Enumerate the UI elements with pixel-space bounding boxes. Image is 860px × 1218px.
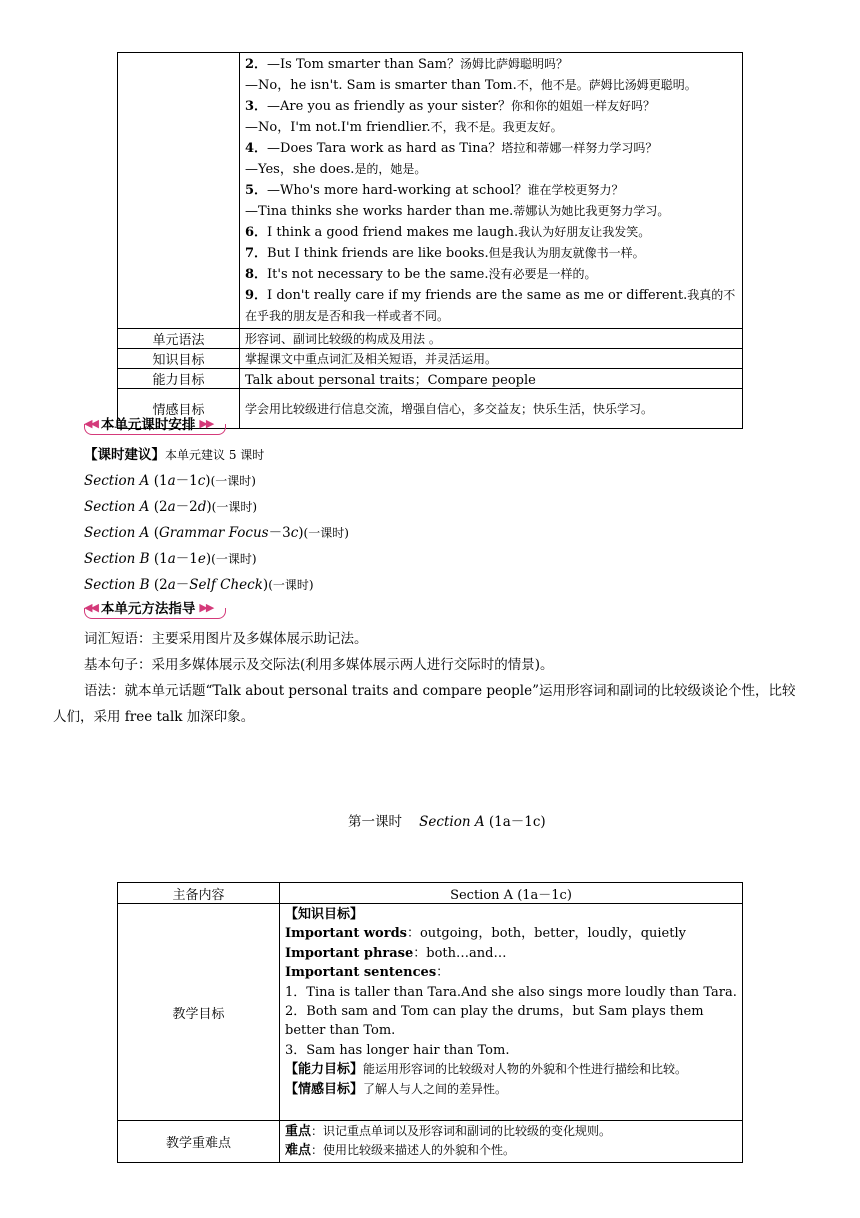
sentences-colon: ： bbox=[436, 965, 450, 981]
ability-text: 能运用形容词的比较级对人物的外貌和个性进行描绘和比较。 bbox=[363, 1062, 688, 1077]
sentence-english: —Tina thinks she works harder than me. bbox=[245, 204, 514, 219]
row-value: 形容词、副词比较级的构成及用法 。 bbox=[240, 329, 743, 349]
emotion-tag: 【情感目标】 bbox=[285, 1081, 364, 1097]
sentence-english: —Is Tom smarter than Sam？ bbox=[267, 57, 460, 72]
method-sentences: 基本句子：采用多媒体展示及交际法(利用多媒体展示两人进行交际时的情景)。 bbox=[84, 657, 554, 673]
sentence-line bbox=[245, 180, 737, 201]
row-value: 学会用比较级进行信息交流，增强自信心，多交益友；快乐生活，快乐学习。 bbox=[240, 389, 743, 429]
schedule-item bbox=[84, 573, 314, 593]
row-label: 知识目标 bbox=[118, 349, 240, 369]
sentence-chinese: 我真的不在乎我的朋友是否和我一样或者不同。 bbox=[245, 288, 736, 323]
sentence-chinese: 汤姆比萨姆聪明吗？ bbox=[460, 57, 569, 71]
schedule-item bbox=[84, 547, 257, 567]
sentence-1: 1．Tina is taller than Tara.And she also sings more loudly than Tara. bbox=[285, 984, 737, 1000]
right-arrows-icon: ▶▶ bbox=[199, 600, 213, 614]
sentence-chinese: 没有必要是一样的。 bbox=[488, 267, 597, 281]
schedule-range-end: ) bbox=[206, 499, 212, 515]
key-text: ：识记重点单词以及形容词和副词的比较级的变化规则。 bbox=[311, 1124, 612, 1138]
left-arrows-icon: ◀◀ bbox=[84, 600, 97, 614]
lesson-title-range: (1a－1c) bbox=[488, 814, 546, 830]
sentence-chinese: 不，我不是。我更友好。 bbox=[430, 120, 563, 134]
goals-cell bbox=[280, 904, 743, 1121]
schedule-range-mid: － bbox=[175, 577, 190, 593]
ability-tag: 【能力目标】 bbox=[285, 1062, 364, 1078]
schedule-note: (一课时) bbox=[210, 474, 256, 488]
sentence-number: 8． bbox=[245, 267, 268, 282]
schedule-sec: Section A bbox=[84, 499, 150, 515]
schedule-range-it2: e bbox=[197, 551, 206, 567]
sentence-line bbox=[245, 264, 737, 285]
row-label: 单元语法 bbox=[118, 329, 240, 349]
knowledge-tag: 【知识目标】 bbox=[285, 907, 364, 922]
sentence-english: —Are you as friendly as your sister？ bbox=[267, 99, 511, 114]
sentence-chinese: 不，他不是。萨姆比汤姆更聪明。 bbox=[516, 78, 697, 92]
sentence-english: —Yes，she does. bbox=[245, 162, 355, 177]
sentence-english: But I think friends are like books. bbox=[267, 246, 489, 261]
sentence-number: 2． bbox=[245, 57, 268, 72]
schedule-item bbox=[84, 495, 257, 515]
row-value: 掌握课文中重点词汇及相关短语，并灵活运用。 bbox=[240, 349, 743, 369]
sentence-english: —Does Tara work as hard as Tina？ bbox=[267, 141, 502, 156]
method-grammar-line1: 语法：就本单元话题“Talk about personal traits and compare people”运用形容词和副词的比较级谈论个性，比较 bbox=[84, 683, 796, 699]
row-label: 能力目标 bbox=[118, 369, 240, 389]
sentence-line bbox=[245, 159, 737, 180]
schedule-range-it1: a bbox=[167, 577, 176, 593]
suggestion-label: 【课时建议】 bbox=[84, 447, 165, 463]
sentence-english: —No，he isn't. Sam is smarter than Tom. bbox=[245, 78, 517, 93]
sentence-english: I think a good friend makes me laugh. bbox=[267, 225, 519, 240]
sentence-chinese: 我认为好朋友让我发笑。 bbox=[518, 225, 651, 239]
schedule-heading bbox=[84, 413, 212, 433]
phrase-label: Important phrase bbox=[285, 945, 414, 961]
sentence-line bbox=[245, 222, 737, 243]
schedule-item bbox=[84, 469, 256, 489]
schedule-note: (一课时) bbox=[211, 500, 258, 514]
schedule-item bbox=[84, 521, 349, 541]
schedule-range-it2: c bbox=[290, 525, 299, 541]
schedule-sec: Section A bbox=[84, 473, 150, 489]
sentence-chinese: 塔拉和蒂娜一样努力学习吗？ bbox=[501, 141, 658, 155]
schedule-range-a: (1 bbox=[153, 551, 168, 567]
sentence-english: I don't really care if my friends are the same as me or different. bbox=[267, 288, 688, 303]
sentence-english: It's not necessary to be the same. bbox=[267, 267, 489, 282]
method-vocab: 词汇短语：主要采用图片及多媒体展示助记法。 bbox=[84, 631, 368, 647]
suggestion-text: 本单元建议 5 课时 bbox=[165, 448, 265, 462]
sentence-english: —No，I'm not.I'm friendlier. bbox=[245, 120, 431, 135]
schedule-range-end: ) bbox=[205, 473, 211, 489]
sentence-number: 7． bbox=[245, 246, 268, 261]
sentence-chinese: 是的，她是。 bbox=[354, 162, 427, 176]
schedule-range-end: ) bbox=[262, 577, 269, 593]
method-grammar-line2: 人们，采用 free talk 加深印象。 bbox=[53, 709, 255, 725]
schedule-range-a: (2 bbox=[153, 499, 168, 515]
sentence-line bbox=[245, 285, 737, 327]
schedule-note: (一课时) bbox=[303, 526, 349, 540]
lesson-title bbox=[348, 810, 546, 830]
sentence-line bbox=[245, 75, 737, 96]
lesson-plan-table bbox=[117, 882, 743, 1163]
sentence-number: 4． bbox=[245, 141, 268, 156]
difficulty-text: ：使用比较级来描述人的外貌和个性。 bbox=[311, 1143, 516, 1158]
sentences-label: Important sentences bbox=[285, 965, 437, 981]
sentence-line bbox=[245, 138, 737, 159]
sentence-line bbox=[245, 243, 737, 264]
sentence-line bbox=[245, 201, 737, 222]
schedule-note: (一课时) bbox=[211, 552, 257, 566]
lesson-suggestion bbox=[84, 443, 264, 463]
sentence-3: 3．Sam has longer hair than Tom. bbox=[285, 1042, 510, 1058]
schedule-range-it2: Self Check bbox=[189, 577, 263, 593]
phrase-value: ：both…and… bbox=[413, 945, 507, 961]
schedule-range-it1: a bbox=[167, 499, 176, 515]
sentence-chinese: 谁在学校更努力？ bbox=[527, 183, 624, 197]
focus-label: 教学重难点 bbox=[118, 1121, 280, 1163]
right-arrows-icon: ▶▶ bbox=[199, 416, 213, 430]
sentence-line bbox=[245, 96, 737, 117]
sentence-line bbox=[245, 117, 737, 138]
methods-heading-label: 本单元方法指导 bbox=[100, 601, 196, 617]
difficulty-label: 难点 bbox=[285, 1143, 312, 1159]
schedule-range-a: (2 bbox=[153, 577, 168, 593]
sentence-number: 6． bbox=[245, 225, 268, 240]
focus-cell bbox=[280, 1121, 743, 1163]
sentence-number: 3． bbox=[245, 99, 268, 114]
methods-heading bbox=[84, 597, 212, 617]
sentence-chinese: 蒂娜认为她比我更努力学习。 bbox=[513, 204, 670, 218]
goals-label: 教学目标 bbox=[118, 904, 280, 1121]
emotion-text: 了解人与人之间的差异性。 bbox=[363, 1081, 508, 1096]
row-value: Talk about personal traits；Compare people bbox=[240, 369, 743, 389]
schedule-sec: Section B bbox=[84, 577, 150, 593]
schedule-range-a: (1 bbox=[153, 473, 168, 489]
schedule-range-mid: －1 bbox=[175, 473, 198, 489]
schedule-note: (一课时) bbox=[268, 578, 314, 592]
unit-overview-table bbox=[117, 52, 743, 429]
sentence-2: 2．Both sam and Tom can play the drums，but Sam plays them better than Tom. bbox=[285, 1004, 704, 1039]
schedule-range-it1: a bbox=[167, 473, 176, 489]
sentence-chinese: 你和你的姐姐一样友好吗？ bbox=[511, 99, 656, 113]
sentence-number: 5． bbox=[245, 183, 268, 198]
schedule-heading-label: 本单元课时安排 bbox=[100, 417, 196, 433]
sentence-line bbox=[245, 54, 737, 75]
words-value: ：outgoing，both，better，loudly，quietly bbox=[406, 926, 686, 942]
sentence-number: 9． bbox=[245, 288, 268, 303]
schedule-range-it2: c bbox=[197, 473, 206, 489]
header-label: 主备内容 bbox=[118, 883, 280, 904]
schedule-range-it2: d bbox=[197, 499, 207, 515]
sentence-english: —Who's more hard-working at school？ bbox=[267, 183, 528, 198]
schedule-range-mid: －3 bbox=[268, 525, 291, 541]
schedule-sec: Section A bbox=[84, 525, 150, 541]
header-value: Section A (1a－1c) bbox=[280, 883, 743, 904]
key-sentences-cell bbox=[240, 53, 743, 329]
schedule-sec: Section B bbox=[84, 551, 150, 567]
row-label: 情感目标 bbox=[118, 389, 240, 429]
sentence-chinese: 但是我认为朋友就像书一样。 bbox=[488, 246, 645, 260]
schedule-range-it1: a bbox=[167, 551, 176, 567]
blank-label-cell bbox=[118, 53, 240, 329]
left-arrows-icon: ◀◀ bbox=[84, 416, 97, 430]
schedule-range-end: ) bbox=[298, 525, 304, 541]
schedule-range-end: ) bbox=[205, 551, 212, 567]
lesson-title-prefix: 第一课时 bbox=[348, 814, 402, 830]
words-label: Important words bbox=[285, 926, 407, 942]
schedule-range-mid: －2 bbox=[175, 499, 198, 515]
heading-underline bbox=[84, 608, 226, 619]
key-label: 重点 bbox=[285, 1124, 312, 1139]
schedule-range-a: ( bbox=[153, 525, 159, 541]
schedule-range-it1: Grammar Focus bbox=[158, 525, 269, 541]
lesson-title-section: Section A bbox=[419, 814, 485, 830]
heading-underline bbox=[84, 424, 226, 435]
schedule-range-mid: －1 bbox=[175, 551, 198, 567]
